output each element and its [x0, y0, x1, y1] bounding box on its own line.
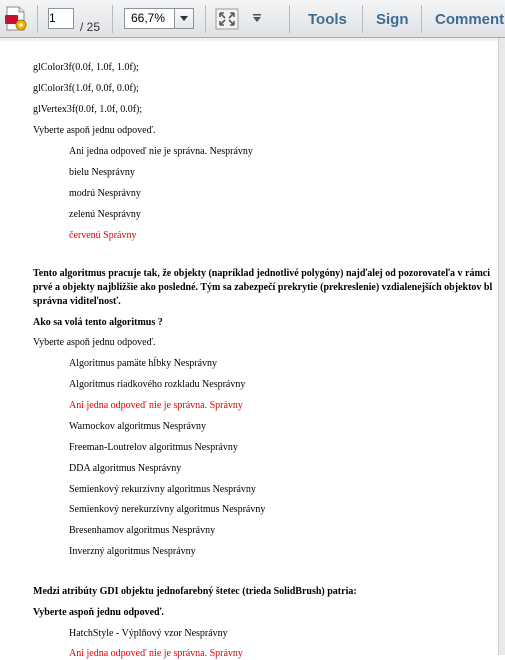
- answer-option: modrú Nesprávny: [69, 188, 141, 199]
- document-page: [0, 38, 505, 659]
- answer-option: Freeman-Loutrelov algoritmus Nesprávny: [69, 442, 238, 453]
- instruction-text: Vyberte aspoň jednu odpoveď.: [33, 125, 156, 136]
- answer-option: zelenú Nesprávny: [69, 209, 141, 220]
- fit-page-icon[interactable]: [215, 8, 239, 30]
- toolbar-separator: [362, 5, 363, 33]
- question-prompt: Ako sa volá tento algoritmus ?: [33, 317, 163, 328]
- toolbar-separator: [112, 5, 113, 33]
- answer-option: bielu Nesprávny: [69, 167, 135, 178]
- answer-option-correct: Ani jedna odpoveď nie je správna. Správny: [69, 400, 243, 411]
- answer-option: HatchStyle - Výplňový vzor Nesprávny: [69, 628, 228, 639]
- zoom-select[interactable]: [124, 8, 194, 29]
- answer-option: Semienkový nerekurzívny algoritmus Nesprávny: [69, 504, 266, 515]
- code-line: glColor3f(0.0f, 1.0f, 1.0f);: [33, 62, 139, 73]
- answer-option: Semienkový rekurzívny algoritmus Nesprávny: [69, 484, 256, 495]
- vertical-scrollbar[interactable]: [498, 38, 505, 655]
- answer-option: Bresenhamov algoritmus Nesprávny: [69, 525, 216, 536]
- page-number-input[interactable]: 1: [48, 8, 74, 29]
- menu-arrow-icon[interactable]: [252, 13, 262, 23]
- page-total-label: / 25: [80, 19, 101, 34]
- answer-option-correct: Ani jedna odpoveď nie je správna. Správny: [69, 648, 243, 659]
- answer-option: Algoritmus pamäte hĺbky Nesprávny: [69, 358, 218, 369]
- zoom-value: 66,7%: [131, 11, 166, 25]
- instruction-text: Vyberte aspoň jednu odpoveď.: [33, 607, 164, 618]
- question-text: Medzi atribúty GDI objektu jednofarebný štetec (trieda SolidBrush) patria:: [33, 586, 357, 597]
- toolbar: [0, 0, 505, 38]
- answer-option: Warnockov algoritmus Nesprávny: [69, 421, 206, 432]
- answer-option: DDA algoritmus Nesprávny: [69, 463, 182, 474]
- answer-option: Inverzný algoritmus Nesprávny: [69, 546, 196, 557]
- question-text: Tento algoritmus pracuje tak, že objekty (napríklad jednotlivé polygóny) najďalej od pozorovateľa v rámci: [33, 268, 491, 279]
- page-top-edge: [0, 38, 498, 41]
- question-text: správna viditeľnosť.: [33, 296, 121, 307]
- toolbar-separator: [289, 5, 290, 33]
- toolbar-separator: [421, 5, 422, 33]
- toolbar-separator: [37, 5, 38, 33]
- answer-option-correct: červenú Správny: [69, 230, 137, 241]
- toolbar-separator: [205, 5, 206, 33]
- sign-button[interactable]: Sign: [376, 10, 409, 28]
- question-text: prvé a objekty najbližšie ako posledné. Tým sa zabezpečí prekrytie (prekreslenie) vzdialenejších objektov bl: [33, 282, 493, 293]
- tools-button[interactable]: Tools: [308, 10, 347, 28]
- comment-button[interactable]: Comment: [435, 10, 505, 28]
- answer-option: Algoritmus riadkového rozkladu Nesprávny: [69, 379, 246, 390]
- code-line: glColor3f(1.0f, 0.0f, 0.0f);: [33, 83, 139, 94]
- instruction-text: Vyberte aspoň jednu odpoveď.: [33, 337, 156, 348]
- code-line: glVertex3f(0.0f, 1.0f, 0.0f);: [33, 104, 143, 115]
- pdf-document-icon[interactable]: [4, 6, 28, 32]
- answer-option: Ani jedna odpoveď nie je správna. Nesprávny: [69, 146, 253, 157]
- chevron-down-icon[interactable]: [174, 9, 193, 28]
